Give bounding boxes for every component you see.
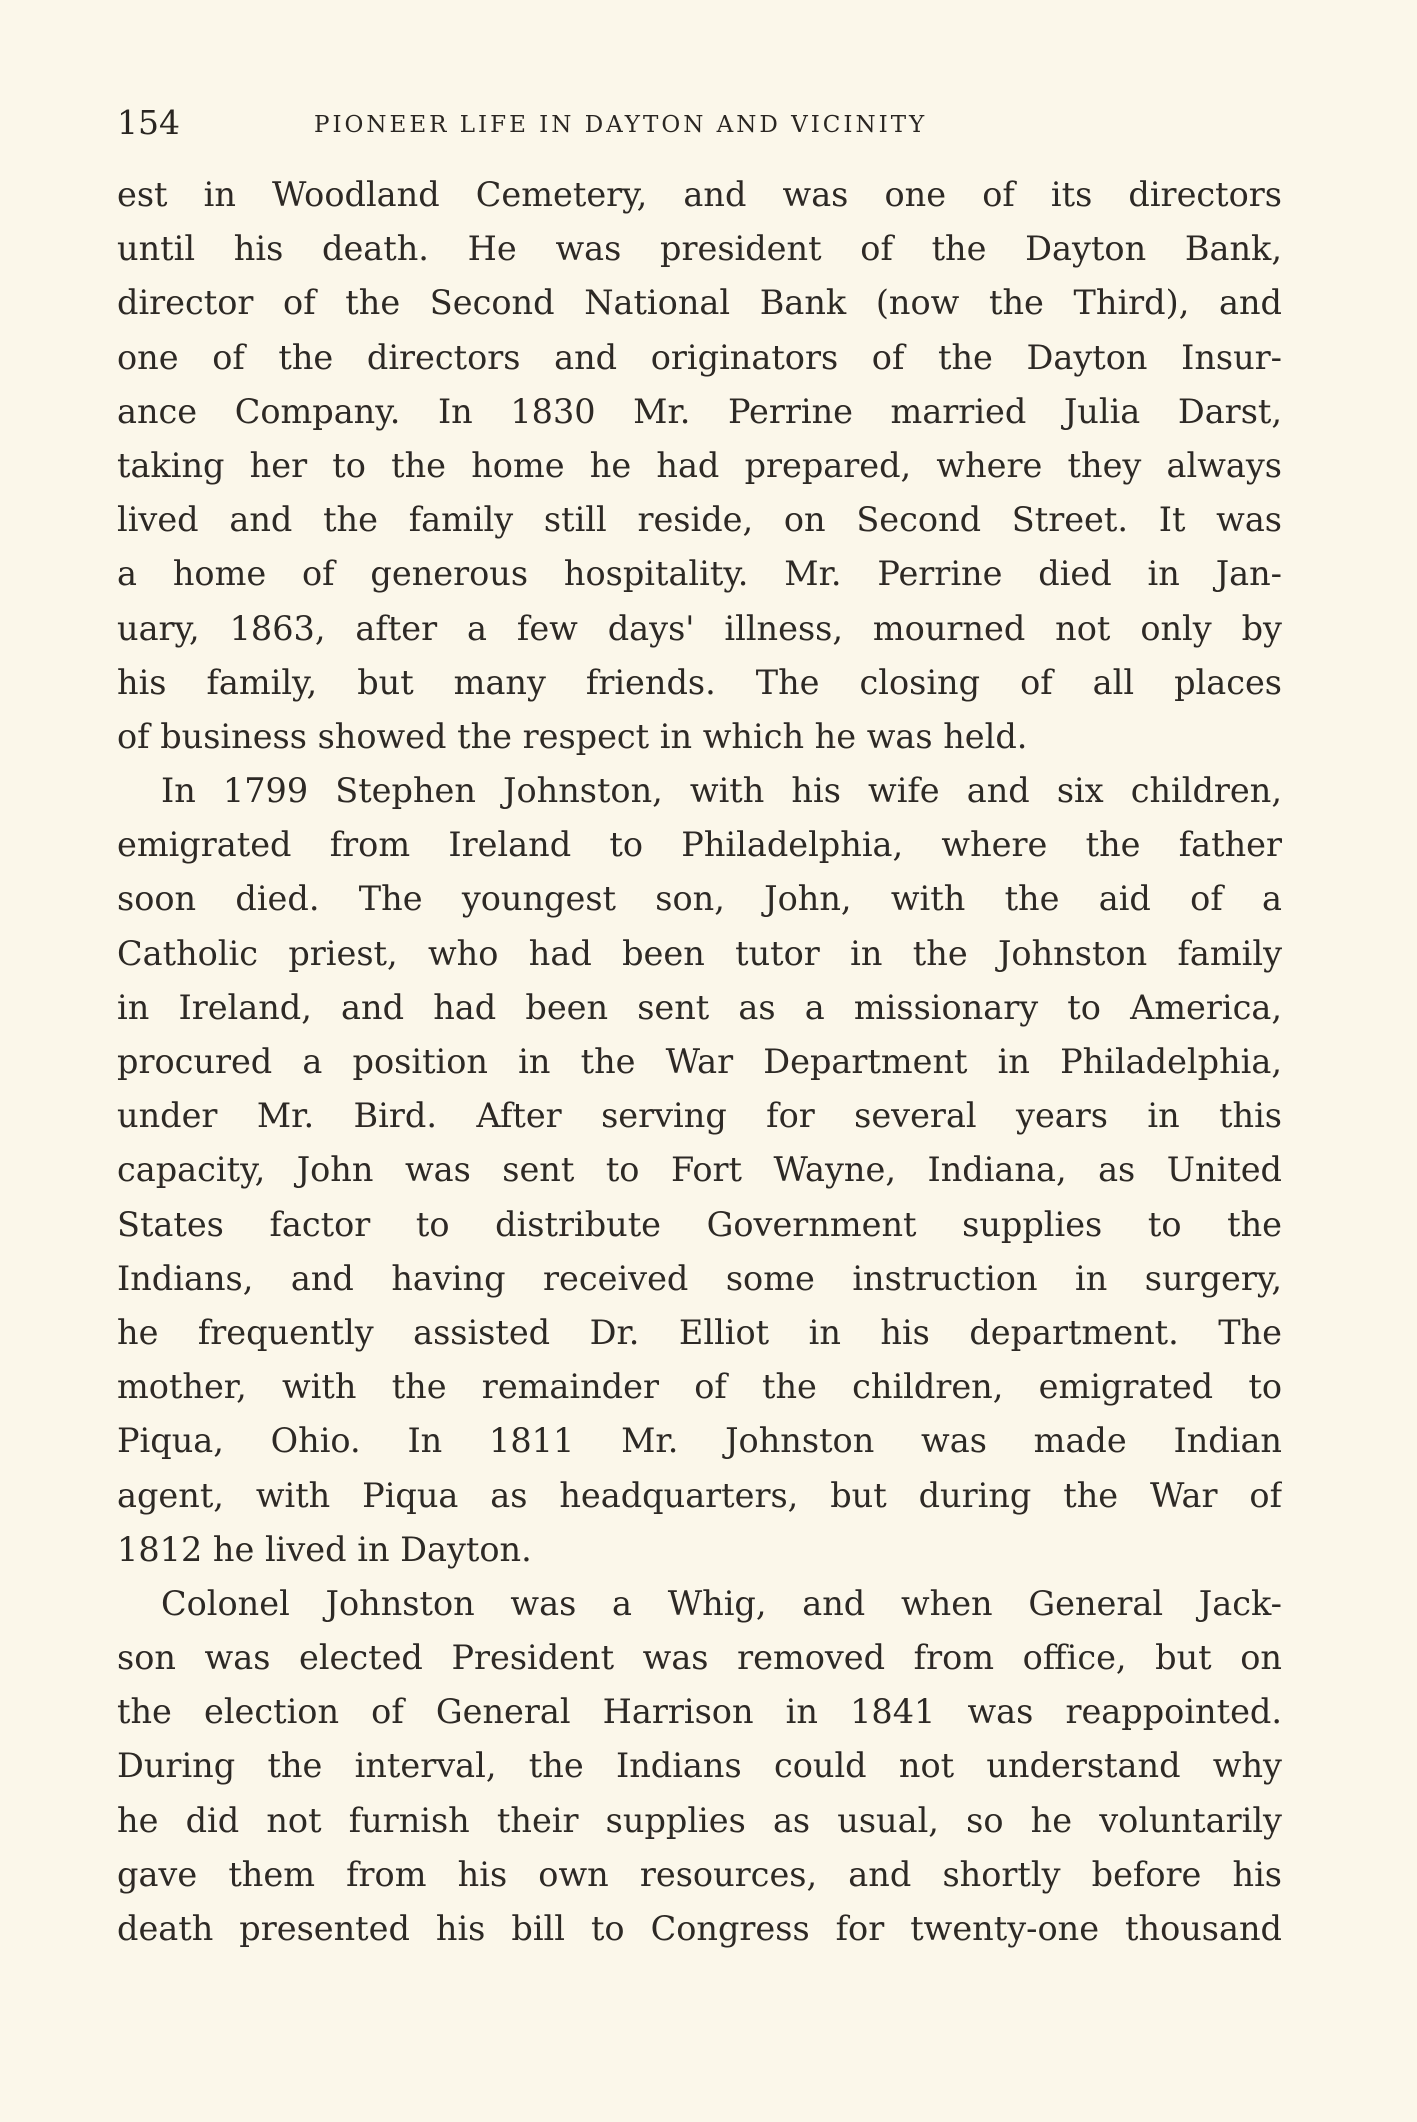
text-line: gave them from his own resources, and shortly before his [117,1854,1282,1894]
text-line: of business showed the respect in which he was held. [117,716,1028,756]
text-line: taking her to the home he had prepared, where they always [117,445,1282,485]
text-line: director of the Second National Bank (now the Third), and [117,283,1282,323]
paragraph [117,1577,1282,1956]
text-line: a home of generous hospitality. Mr. Perrine died in Jan- [117,554,1282,594]
text-line: the election of General Harrison in 1841 was reappointed. [117,1692,1282,1732]
text-line: Colonel Johnston was a Whig, and when General Jack- [161,1583,1282,1623]
text-line: procured a position in the War Department in Philadelphia, [117,1042,1282,1081]
text-line: ance Company. In 1830 Mr. Perrine married Julia Darst, [117,391,1282,431]
page-number: 154 [117,103,180,142]
running-head: PIONEER LIFE IN DAYTON AND VICINITY [314,112,928,138]
text-line: his family, but many friends. The closing of all places [117,662,1282,702]
body-text [117,168,1282,1956]
text-line: until his death. He was president of the Dayton Bank, [117,229,1282,269]
paragraph [117,764,1282,1577]
text-line: death presented his bill to Congress for twenty-one thousand [117,1909,1282,1948]
text-line: under Mr. Bird. After serving for several years in this [117,1096,1282,1136]
text-line: est in Woodland Cemetery, and was one of its directors [117,175,1282,214]
text-line: During the interval, the Indians could not understand why [117,1746,1282,1786]
text-line: 1812 he lived in Dayton. [117,1529,532,1569]
text-line: in Ireland, and had been sent as a missionary to America, [117,987,1282,1027]
text-line: agent, with Piqua as headquarters, but during the War of [117,1475,1282,1515]
text-line: he did not furnish their supplies as usual, so he voluntarily [117,1800,1282,1840]
text-line: he frequently assisted Dr. Elliot in his department. The [117,1312,1282,1352]
text-line: capacity, John was sent to Fort Wayne, Indiana, as United [117,1150,1282,1190]
text-line: uary, 1863, after a few days' illness, mourned not only by [117,608,1282,648]
text-line: Piqua, Ohio. In 1811 Mr. Johnston was made Indian [117,1421,1282,1461]
text-line: mother, with the remainder of the children, emigrated to [117,1367,1282,1407]
text-line: soon died. The youngest son, John, with the aid of a [117,879,1282,919]
text-line: son was elected President was removed from office, but on [117,1638,1282,1678]
text-line: In 1799 Stephen Johnston, with his wife and six children, [161,771,1282,811]
text-line: one of the directors and originators of the Dayton Insur- [117,337,1282,377]
text-line: Catholic priest, who had been tutor in the Johnston family [117,933,1282,973]
text-line: emigrated from Ireland to Philadelphia, where the father [117,825,1282,865]
text-line: lived and the family still reside, on Second Street. It was [117,500,1282,540]
text-line: States factor to distribute Government supplies to the [117,1204,1282,1244]
page-header [117,98,1117,148]
paragraph [117,168,1282,764]
text-line: Indians, and having received some instruction in surgery, [117,1258,1282,1298]
